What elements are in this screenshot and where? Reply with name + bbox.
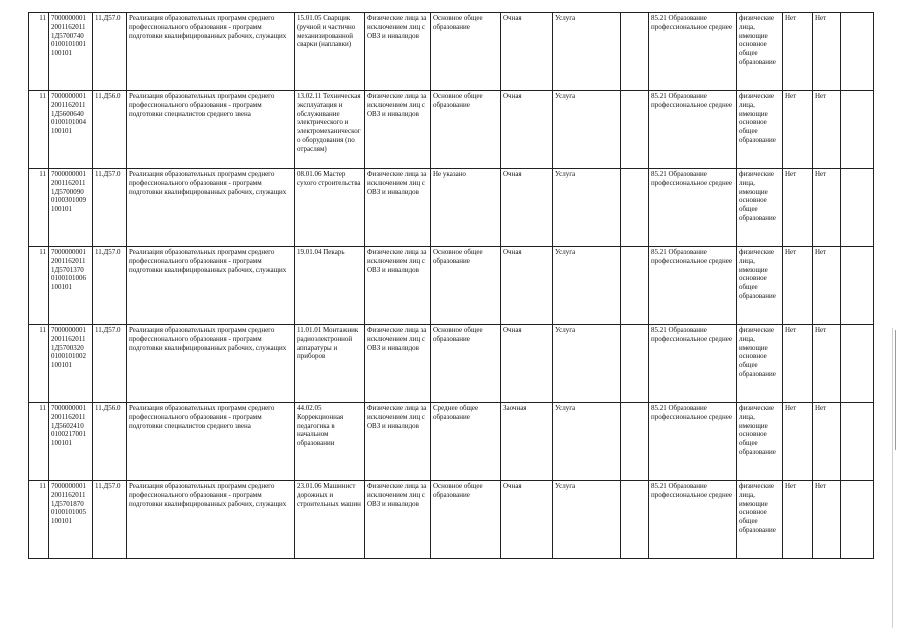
education-base-cell: Основное общее образование (431, 247, 501, 325)
study-form-cell: Очная (501, 91, 553, 169)
specialty-cell: 11.01.01 Монтажник радиоэлектронной аппаратуры и приборов (295, 325, 365, 403)
consumer-category-cell: Физические лица за исключением лиц с ОВЗ и инвалидов (365, 403, 431, 481)
service-type-cell: Услуга (553, 247, 621, 325)
education-base-cell: Основное общее образование (431, 481, 501, 559)
flag-2-cell: Нет (813, 403, 841, 481)
program-name-cell: Реализация образовательных программ среднего профессионального образования - программ подготовки квалифицированных рабочих, служащих (127, 13, 295, 91)
service-subcode-cell: 11.Д57.0 (93, 481, 127, 559)
specialty-cell: 08.01.06 Мастер сухого строительства (295, 169, 365, 247)
consumer-category-cell: Физические лица за исключением лиц с ОВЗ и инвалидов (365, 325, 431, 403)
table-row (29, 169, 874, 247)
flag-1-cell: Нет (783, 91, 813, 169)
trailing-empty-cell (841, 403, 874, 481)
program-name-cell: Реализация образовательных программ среднего профессионального образования - программ подготовки квалифицированных рабочих, служащих (127, 247, 295, 325)
service-type-cell: Услуга (553, 325, 621, 403)
service-type-cell: Услуга (553, 13, 621, 91)
consumer-category-cell: Физические лица за исключением лиц с ОВЗ и инвалидов (365, 247, 431, 325)
recipient-persons-cell: физические лица, имеющие основное общее образование (737, 247, 783, 325)
recipient-persons-cell: физические лица, имеющие основное общее образование (737, 13, 783, 91)
service-type-cell: Услуга (553, 169, 621, 247)
education-base-cell: Основное общее образование (431, 91, 501, 169)
study-form-cell: Очная (501, 169, 553, 247)
empty-cell-cell (621, 325, 649, 403)
registry-code-cell: 7000000001 2001162011 1Д5701870 0100101005 100101 (49, 481, 93, 559)
empty-cell-cell (621, 91, 649, 169)
study-form-cell: Очная (501, 325, 553, 403)
recipient-persons-cell: физические лица, имеющие основное общее образование (737, 403, 783, 481)
row-number-cell: 11 (29, 91, 49, 169)
registry-code-cell: 7000000001 2001162011 1Д5700320 0100101002 100101 (49, 325, 93, 403)
recipient-persons-cell: физические лица, имеющие основное общее образование (737, 325, 783, 403)
trailing-empty-cell (841, 481, 874, 559)
service-subcode-cell: 11.Д56.0 (93, 91, 127, 169)
recipient-persons-cell: физические лица, имеющие основное общее образование (737, 169, 783, 247)
study-form-cell: Очная (501, 247, 553, 325)
okved-code-cell: 85.21 Образование профессиональное среднее (649, 481, 737, 559)
specialty-cell: 44.02.05 Коррекционная педагогика в начальном образовании (295, 403, 365, 481)
program-name-cell: Реализация образовательных программ среднего профессионального образования - программ подготовки квалифицированных рабочих, служащих (127, 169, 295, 247)
program-name-cell: Реализация образовательных программ среднего профессионального образования - программ подготовки специалистов среднего звена (127, 91, 295, 169)
trailing-empty-cell (841, 247, 874, 325)
registry-code-cell: 7000000001 2001162011 1Д5700740 0100101001 100101 (49, 13, 93, 91)
service-subcode-cell: 11.Д56.0 (93, 403, 127, 481)
study-form-cell: Заочная (501, 403, 553, 481)
consumer-category-cell: Физические лица за исключением лиц с ОВЗ и инвалидов (365, 169, 431, 247)
flag-2-cell: Нет (813, 247, 841, 325)
education-base-cell: Основное общее образование (431, 13, 501, 91)
trailing-empty-cell (841, 91, 874, 169)
flag-2-cell: Нет (813, 325, 841, 403)
flag-1-cell: Нет (783, 169, 813, 247)
consumer-category-cell: Физические лица за исключением лиц с ОВЗ и инвалидов (365, 481, 431, 559)
specialty-cell: 19.01.04 Пекарь (295, 247, 365, 325)
okved-code-cell: 85.21 Образование профессиональное среднее (649, 247, 737, 325)
table-row (29, 91, 874, 169)
service-type-cell: Услуга (553, 481, 621, 559)
education-base-cell: Не указано (431, 169, 501, 247)
recipient-persons-cell: физические лица, имеющие основное общее образование (737, 481, 783, 559)
service-subcode-cell: 11.Д57.0 (93, 13, 127, 91)
flag-2-cell: Нет (813, 481, 841, 559)
flag-1-cell: Нет (783, 403, 813, 481)
okved-code-cell: 85.21 Образование профессиональное среднее (649, 91, 737, 169)
trailing-empty-cell (841, 13, 874, 91)
study-form-cell: Очная (501, 13, 553, 91)
row-number-cell: 11 (29, 247, 49, 325)
flag-2-cell: Нет (813, 169, 841, 247)
program-name-cell: Реализация образовательных программ среднего профессионального образования - программ подготовки квалифицированных рабочих, служащих (127, 325, 295, 403)
table-row (29, 325, 874, 403)
consumer-category-cell: Физические лица за исключением лиц с ОВЗ и инвалидов (365, 13, 431, 91)
consumer-category-cell: Физические лица за исключением лиц с ОВЗ и инвалидов (365, 91, 431, 169)
empty-cell-cell (621, 403, 649, 481)
specialty-cell: 23.01.06 Машинист дорожных и строительных машин (295, 481, 365, 559)
okved-code-cell: 85.21 Образование профессиональное среднее (649, 13, 737, 91)
recipient-persons-cell: физические лица, имеющие основное общее образование (737, 91, 783, 169)
table-row (29, 247, 874, 325)
row-number-cell: 11 (29, 403, 49, 481)
row-number-cell: 11 (29, 325, 49, 403)
education-base-cell: Основное общее образование (431, 325, 501, 403)
specialty-cell: 15.01.05 Сварщик (ручной и частично механизированной сварки (наплавки) (295, 13, 365, 91)
empty-cell-cell (621, 247, 649, 325)
okved-code-cell: 85.21 Образование профессиональное среднее (649, 169, 737, 247)
flag-2-cell: Нет (813, 91, 841, 169)
trailing-empty-cell (841, 325, 874, 403)
empty-cell-cell (621, 13, 649, 91)
trailing-empty-cell (841, 169, 874, 247)
table-row (29, 481, 874, 559)
specialty-cell: 13.02.11 Техническая эксплуатация и обслуживание электрического и электромеханического оборудования (по отраслям) (295, 91, 365, 169)
registry-code-cell: 7000000001 2001162011 1Д5701370 0100101006 100101 (49, 247, 93, 325)
registry-code-cell: 7000000001 2001162011 1Д5602410 0100217001 100101 (49, 403, 93, 481)
flag-1-cell: Нет (783, 247, 813, 325)
education-base-cell: Среднее общее образование (431, 403, 501, 481)
okved-code-cell: 85.21 Образование профессиональное среднее (649, 403, 737, 481)
table-row (29, 13, 874, 91)
service-type-cell: Услуга (553, 91, 621, 169)
flag-2-cell: Нет (813, 13, 841, 91)
registry-code-cell: 7000000001 2001162011 1Д5700090 0100301009 100101 (49, 169, 93, 247)
empty-cell-cell (621, 169, 649, 247)
table-row (29, 403, 874, 481)
program-name-cell: Реализация образовательных программ среднего профессионального образования - программ подготовки специалистов среднего звена (127, 403, 295, 481)
services-register-table (28, 12, 874, 559)
service-subcode-cell: 11.Д57.0 (93, 325, 127, 403)
service-subcode-cell: 11.Д57.0 (93, 247, 127, 325)
flag-1-cell: Нет (783, 13, 813, 91)
empty-cell-cell (621, 481, 649, 559)
service-subcode-cell: 11.Д57.0 (93, 169, 127, 247)
row-number-cell: 11 (29, 169, 49, 247)
row-number-cell: 11 (29, 481, 49, 559)
program-name-cell: Реализация образовательных программ среднего профессионального образования - программ подготовки квалифицированных рабочих, служащих (127, 481, 295, 559)
flag-1-cell: Нет (783, 481, 813, 559)
service-type-cell: Услуга (553, 403, 621, 481)
registry-code-cell: 7000000001 2001162011 1Д5600640 0100101004 100101 (49, 91, 93, 169)
study-form-cell: Очная (501, 481, 553, 559)
scan-edge-line (892, 328, 893, 628)
row-number-cell: 11 (29, 13, 49, 91)
flag-1-cell: Нет (783, 325, 813, 403)
okved-code-cell: 85.21 Образование профессиональное среднее (649, 325, 737, 403)
scan-edge-line-dark (895, 330, 896, 450)
